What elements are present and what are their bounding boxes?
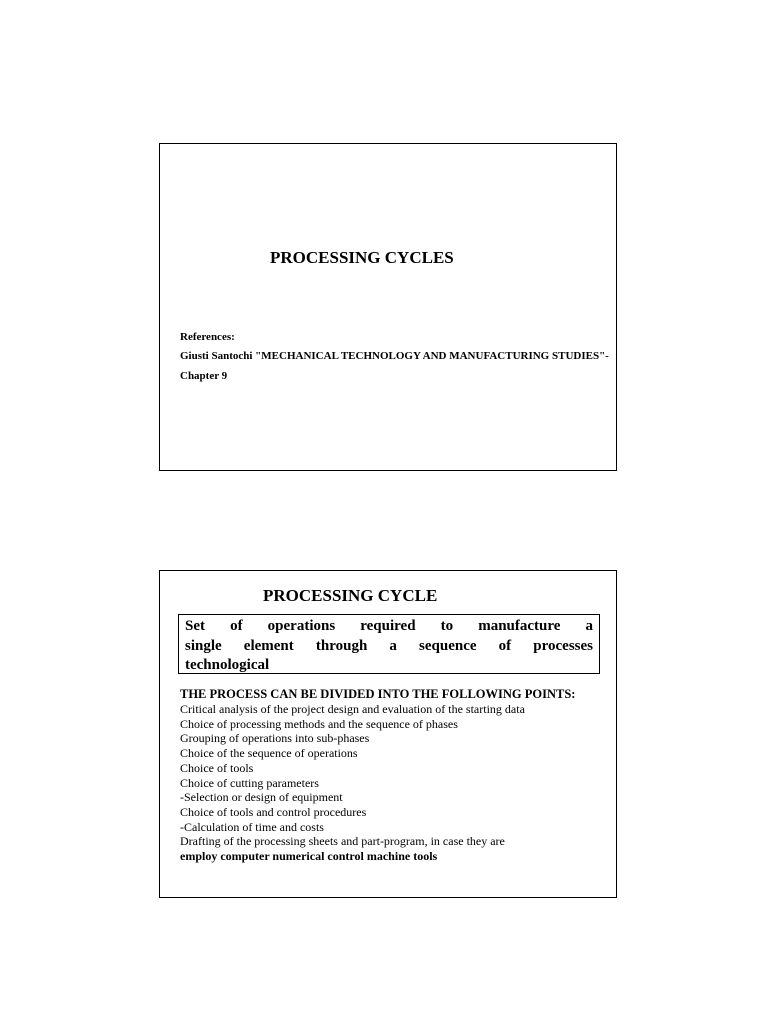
list-item: Grouping of operations into sub-phases xyxy=(180,731,370,746)
points-final-line: employ computer numerical control machine tools xyxy=(180,849,438,863)
points-heading: THE PROCESS CAN BE DIVIDED INTO THE FOLLOWING POINTS: xyxy=(180,687,576,701)
list-item: Choice of tools and control procedures xyxy=(180,804,367,819)
slide-processing-cycles xyxy=(159,143,617,471)
slide-title: PROCESSING CYCLES xyxy=(270,248,454,267)
list-item: Choice of processing methods and the sequence of phases xyxy=(180,716,458,731)
list-item: -Calculation of time and costs xyxy=(180,819,324,834)
slide-title: PROCESSING CYCLE xyxy=(263,586,438,605)
definition-box xyxy=(178,614,600,674)
reference-chapter: Chapter 9 xyxy=(180,370,228,382)
list-item: Choice of tools xyxy=(180,760,254,775)
list-item: -Selection or design of equipment xyxy=(180,790,343,805)
slide-processing-cycle xyxy=(159,570,617,898)
definition-line: Set of operations required to manufacture a xyxy=(185,618,593,634)
reference-source: Giusti Santochi "MECHANICAL TECHNOLOGY AND MANUFACTURING STUDIES"- xyxy=(180,350,609,362)
list-item: Drafting of the processing sheets and part-program, in case they are xyxy=(180,834,505,849)
list-item: Critical analysis of the project design and evaluation of the starting data xyxy=(180,702,525,716)
points-list xyxy=(180,702,525,849)
definition-line: technological xyxy=(185,657,270,673)
references-label: References: xyxy=(180,331,235,343)
definition-line: single element through a sequence of processes xyxy=(185,637,593,654)
list-item: Choice of cutting parameters xyxy=(180,775,319,790)
list-item: Choice of the sequence of operations xyxy=(180,746,358,761)
